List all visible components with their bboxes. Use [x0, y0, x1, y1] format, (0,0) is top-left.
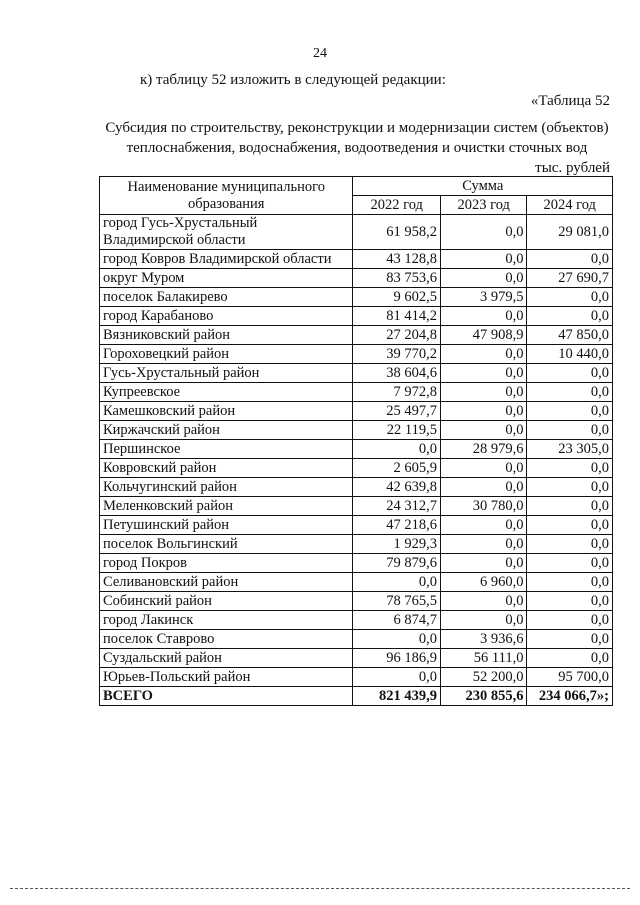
amount-2023: 0,0: [440, 250, 527, 269]
amount-2022: 0,0: [353, 440, 441, 459]
table-row: [100, 307, 613, 326]
table-row: [100, 269, 613, 288]
header-year-2024: 2024 год: [527, 196, 613, 215]
header-municipality: Наименование муниципального образования: [100, 177, 353, 215]
amount-2023: 0,0: [440, 516, 527, 535]
amount-2023: 0,0: [440, 307, 527, 326]
municipality-name: Кольчугинский район: [100, 478, 353, 497]
table-row: [100, 364, 613, 383]
municipality-name: Вязниковский район: [100, 326, 353, 345]
amount-2023: 28 979,6: [440, 440, 527, 459]
municipality-name: округ Муром: [100, 269, 353, 288]
amount-2022: 7 972,8: [353, 383, 441, 402]
municipality-name: город Ковров Владимирской области: [100, 250, 353, 269]
table-caption: [92, 118, 622, 158]
page-edge-line: [10, 888, 630, 889]
amount-2024: 0,0: [527, 516, 613, 535]
amount-2023: 6 960,0: [440, 573, 527, 592]
amount-2023: 0,0: [440, 459, 527, 478]
amendment-instruction: к) таблицу 52 изложить в следующей редакции:: [140, 72, 446, 88]
table-row: [100, 668, 613, 687]
total-label: ВСЕГО: [100, 687, 353, 706]
amount-2023: 0,0: [440, 364, 527, 383]
table-header: [100, 177, 613, 215]
amount-2022: 43 128,8: [353, 250, 441, 269]
municipality-name: Камешковский район: [100, 402, 353, 421]
amount-2023: 0,0: [440, 269, 527, 288]
municipality-name: Юрьев-Польский район: [100, 668, 353, 687]
table-row: [100, 478, 613, 497]
amount-2023: 0,0: [440, 383, 527, 402]
amount-2023: 47 908,9: [440, 326, 527, 345]
amount-2024: 0,0: [527, 611, 613, 630]
municipality-name: Першинское: [100, 440, 353, 459]
amount-2024: 0,0: [527, 497, 613, 516]
amount-2022: 24 312,7: [353, 497, 441, 516]
amount-2023: 3 936,6: [440, 630, 527, 649]
table-row: [100, 516, 613, 535]
municipality-name: поселок Ставрово: [100, 630, 353, 649]
amount-2024: 27 690,7: [527, 269, 613, 288]
amount-2023: 0,0: [440, 592, 527, 611]
amount-2023: 0,0: [440, 611, 527, 630]
municipality-name: Гороховецкий район: [100, 345, 353, 364]
amount-2022: 38 604,6: [353, 364, 441, 383]
amount-2022: 39 770,2: [353, 345, 441, 364]
amount-2024: 0,0: [527, 592, 613, 611]
table-row: [100, 250, 613, 269]
table-row: [100, 345, 613, 364]
amount-2023: 56 111,0: [440, 649, 527, 668]
caption-line-2: теплоснабжения, водоснабжения, водоотведения и очистки сточных вод: [126, 140, 588, 156]
amount-2024: 0,0: [527, 383, 613, 402]
amount-2024: 0,0: [527, 421, 613, 440]
caption-line-1: Субсидия по строительству, реконструкции и модернизации систем (объектов): [105, 120, 609, 136]
amount-2024: 0,0: [527, 554, 613, 573]
municipality-name: Суздальский район: [100, 649, 353, 668]
units-label: тыс. рублей: [535, 160, 610, 176]
municipality-name: Гусь-Хрустальный район: [100, 364, 353, 383]
amount-2023: 0,0: [440, 554, 527, 573]
table-row: [100, 288, 613, 307]
total-2023: 230 855,6: [440, 687, 527, 706]
amount-2023: 52 200,0: [440, 668, 527, 687]
table-row: [100, 402, 613, 421]
amount-2023: 0,0: [440, 535, 527, 554]
amount-2024: 0,0: [527, 364, 613, 383]
amount-2022: 2 605,9: [353, 459, 441, 478]
municipality-name: Ковровский район: [100, 459, 353, 478]
table-row: [100, 592, 613, 611]
amount-2024: 0,0: [527, 478, 613, 497]
amount-2024: 0,0: [527, 402, 613, 421]
amount-2022: 83 753,6: [353, 269, 441, 288]
table-label: «Таблица 52: [530, 93, 610, 109]
amount-2024: 47 850,0: [527, 326, 613, 345]
amount-2022: 0,0: [353, 630, 441, 649]
table-row: [100, 497, 613, 516]
amount-2022: 27 204,8: [353, 326, 441, 345]
header-sum: Сумма: [353, 177, 613, 196]
amount-2024: 95 700,0: [527, 668, 613, 687]
table-row: [100, 421, 613, 440]
amount-2022: 42 639,8: [353, 478, 441, 497]
municipality-name: город Покров: [100, 554, 353, 573]
amount-2023: 0,0: [440, 402, 527, 421]
total-2024: 234 066,7»;: [527, 687, 613, 706]
table-row: [100, 440, 613, 459]
amount-2022: 96 186,9: [353, 649, 441, 668]
table-row: [100, 649, 613, 668]
municipality-name: поселок Вольгинский: [100, 535, 353, 554]
amount-2024: 0,0: [527, 630, 613, 649]
amount-2022: 61 958,2: [353, 215, 441, 250]
municipality-name: Киржачский район: [100, 421, 353, 440]
table-row: [100, 554, 613, 573]
municipality-name: Собинский район: [100, 592, 353, 611]
amount-2024: 10 440,0: [527, 345, 613, 364]
table-body: [100, 215, 613, 706]
amount-2022: 9 602,5: [353, 288, 441, 307]
header-year-2023: 2023 год: [440, 196, 527, 215]
municipality-name: Петушинский район: [100, 516, 353, 535]
header-year-2022: 2022 год: [353, 196, 441, 215]
amount-2023: 0,0: [440, 215, 527, 250]
table-row: [100, 383, 613, 402]
amount-2022: 81 414,2: [353, 307, 441, 326]
municipality-name: город Карабаново: [100, 307, 353, 326]
table-row: [100, 573, 613, 592]
amount-2022: 22 119,5: [353, 421, 441, 440]
amount-2023: 0,0: [440, 421, 527, 440]
table-row: [100, 611, 613, 630]
page-number: 24: [313, 46, 327, 61]
municipality-name: Купреевское: [100, 383, 353, 402]
amount-2024: 0,0: [527, 459, 613, 478]
table-row: [100, 215, 613, 250]
amount-2022: 79 879,6: [353, 554, 441, 573]
amount-2024: 0,0: [527, 288, 613, 307]
table-row: [100, 326, 613, 345]
amount-2024: 0,0: [527, 535, 613, 554]
municipality-name: Меленковский район: [100, 497, 353, 516]
amount-2024: 0,0: [527, 307, 613, 326]
table-row: [100, 459, 613, 478]
amount-2023: 0,0: [440, 478, 527, 497]
amount-2022: 0,0: [353, 668, 441, 687]
municipality-name: поселок Балакирево: [100, 288, 353, 307]
amount-2024: 0,0: [527, 649, 613, 668]
amount-2022: 0,0: [353, 573, 441, 592]
amount-2024: 0,0: [527, 250, 613, 269]
total-2022: 821 439,9: [353, 687, 441, 706]
table-row: [100, 630, 613, 649]
municipality-name: город Лакинск: [100, 611, 353, 630]
subsidy-table: [99, 176, 613, 706]
municipality-name: Селивановский район: [100, 573, 353, 592]
table-row: [100, 535, 613, 554]
total-row: [100, 687, 613, 706]
amount-2024: 0,0: [527, 573, 613, 592]
municipality-name: город Гусь-Хрустальный Владимирской области: [100, 215, 353, 250]
amount-2023: 3 979,5: [440, 288, 527, 307]
amount-2022: 47 218,6: [353, 516, 441, 535]
amount-2022: 1 929,3: [353, 535, 441, 554]
amount-2024: 23 305,0: [527, 440, 613, 459]
amount-2023: 30 780,0: [440, 497, 527, 516]
amount-2022: 25 497,7: [353, 402, 441, 421]
amount-2024: 29 081,0: [527, 215, 613, 250]
amount-2023: 0,0: [440, 345, 527, 364]
amount-2022: 6 874,7: [353, 611, 441, 630]
amount-2022: 78 765,5: [353, 592, 441, 611]
